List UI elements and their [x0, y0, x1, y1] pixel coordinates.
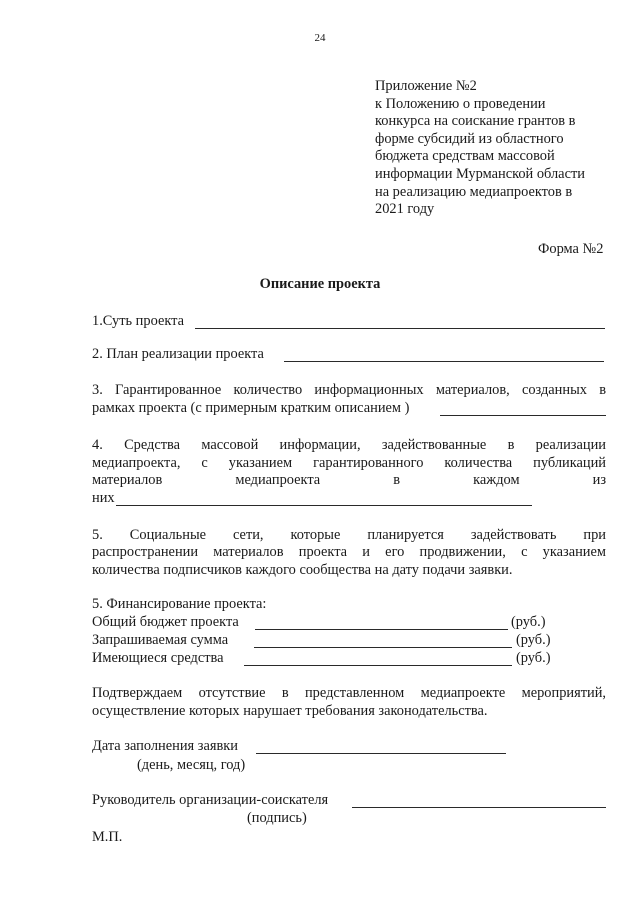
appendix-line: на реализацию медиапроектов в: [375, 183, 573, 200]
seal-mark: М.П.: [92, 829, 123, 845]
appendix-line: форме субсидий из областного: [375, 130, 564, 147]
item-5-line-1: 5. Социальные сети, которые планируется задействовать при: [92, 527, 606, 543]
page-number: 24: [314, 32, 326, 44]
requested-amount-blank-line[interactable]: [254, 647, 512, 648]
confirmation-line-1: Подтверждаем отсутствие в представленном медиапроекте мероприятий,: [92, 685, 606, 701]
appendix-line: к Положению о проведении: [375, 95, 546, 112]
item-1-blank-line[interactable]: [195, 328, 605, 329]
application-date-hint: (день, месяц, год): [137, 757, 246, 773]
requested-amount-label: Запрашиваемая сумма: [92, 632, 229, 648]
appendix-line: конкурса на соискание грантов в: [375, 113, 576, 130]
item-4-line-2: медиапроекта, с указанием гарантированного количества публикаций: [92, 455, 606, 471]
application-date-blank-line[interactable]: [256, 753, 506, 754]
item-5-line-2: распространении материалов проекта и его продвижении, с указанием: [92, 544, 606, 560]
available-funds-unit: (руб.): [516, 650, 551, 666]
signature-blank-line[interactable]: [352, 807, 606, 808]
signature-label: Руководитель организации-соискателя: [92, 792, 329, 808]
available-funds-blank-line[interactable]: [244, 665, 512, 666]
appendix-block: [375, 78, 585, 219]
application-date-label: Дата заполнения заявки: [92, 738, 238, 754]
total-budget-label: Общий бюджет проекта: [92, 614, 239, 630]
appendix-line: Приложение №2: [375, 78, 477, 94]
item-3-blank-line[interactable]: [440, 415, 606, 416]
total-budget-blank-line[interactable]: [255, 629, 508, 630]
document-title: Описание проекта: [259, 276, 381, 292]
total-budget-unit: (руб.): [511, 614, 546, 630]
financing-heading: 5. Финансирование проекта:: [92, 596, 267, 612]
item-4-line-4: них: [92, 490, 115, 506]
item-1-label: 1.Суть проекта: [92, 313, 184, 329]
item-3-line-2: рамках проекта (с примерным кратким описанием ): [92, 400, 410, 416]
confirmation-line-2: осуществление которых нарушает требования законодательства.: [92, 703, 488, 719]
appendix-line: бюджета средствам массовой: [375, 148, 555, 165]
item-5-line-3: количества подписчиков каждого сообщества на дату подачи заявки.: [92, 562, 513, 578]
item-2-label: 2. План реализации проекта: [92, 346, 264, 362]
signature-hint: (подпись): [247, 810, 307, 826]
available-funds-label: Имеющиеся средства: [92, 650, 224, 666]
requested-amount-unit: (руб.): [516, 632, 551, 648]
item-4-line-1: 4. Средства массовой информации, задействованные в реализации: [92, 437, 606, 453]
item-4-blank-line[interactable]: [116, 505, 532, 506]
form-number: Форма №2: [538, 241, 604, 257]
appendix-line: информации Мурманской области: [375, 165, 585, 182]
item-2-blank-line[interactable]: [284, 361, 604, 362]
item-3-line-1: 3. Гарантированное количество информационных материалов, созданных в: [92, 382, 606, 398]
item-4-line-3: материалов медиапроекта в каждом из: [92, 472, 606, 488]
appendix-line: 2021 году: [375, 201, 435, 218]
